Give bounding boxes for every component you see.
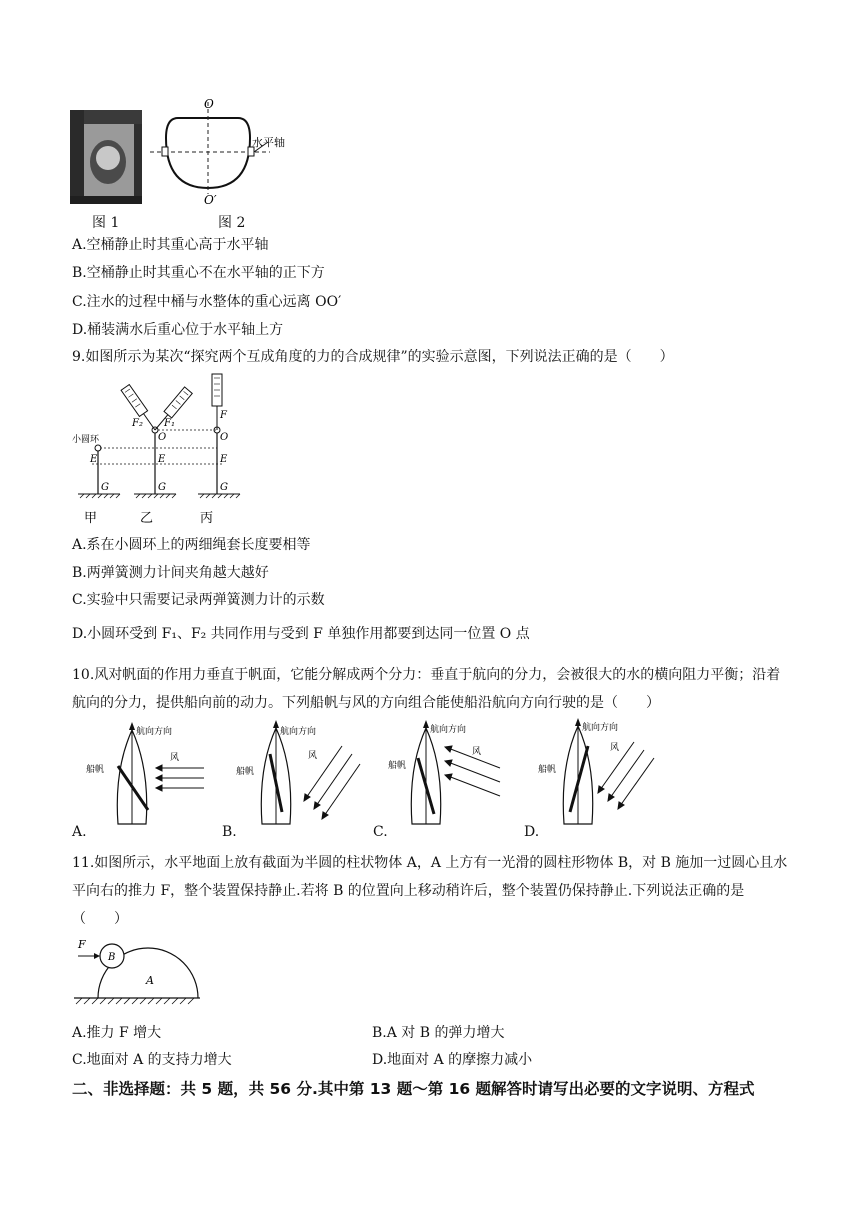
label-O-bing: O bbox=[220, 432, 229, 443]
q11-option-d: D.地面对 A 的摩擦力减小 bbox=[372, 1052, 533, 1068]
q10-figure-d bbox=[538, 716, 664, 830]
label-G-yi: G bbox=[158, 482, 166, 493]
wind-label-b: 风 bbox=[308, 751, 318, 761]
heading-label-a: 航向方向 bbox=[136, 727, 173, 737]
figure-1-caption: 图 1 bbox=[92, 215, 120, 231]
label-F1: F₁ bbox=[164, 418, 175, 429]
q10-option-a: A. bbox=[72, 824, 87, 840]
label-F: F bbox=[78, 938, 86, 951]
q10-option-d: D. bbox=[524, 824, 540, 840]
label-yi: 乙 bbox=[140, 511, 154, 526]
q10-figure-a bbox=[84, 720, 210, 830]
q11-option-a: A.推力 F 增大 bbox=[72, 1025, 162, 1041]
q10-option-b: B. bbox=[222, 824, 237, 840]
label-G-bing: G bbox=[220, 482, 228, 493]
wind-label-d: 风 bbox=[610, 743, 620, 753]
q9-option-c: C.实验中只需要记录两弹簧测力计的示数 bbox=[72, 592, 325, 608]
q8-option-a: A.空桶静止时其重心高于水平轴 bbox=[72, 237, 269, 253]
heading-label-b: 航向方向 bbox=[280, 727, 317, 737]
label-O-prime: O′ bbox=[204, 193, 217, 207]
figure-2-caption: 图 2 bbox=[218, 215, 246, 231]
label-E-yi: E bbox=[158, 454, 166, 465]
label-F2: F₂ bbox=[132, 418, 143, 429]
label-horizontal-axis: 水平轴 bbox=[252, 136, 285, 149]
q11-stem: 11.如图所示，水平地面上放有截面为半圆的柱状物体 A，A 上方有一光滑的圆柱形物体 B，对 B 施加一过圆心且水平向右的推力 F，整个装置保持静止.若将 B 的位置向上移动稍许后，整个装置仍保持静止.下列说法正确的是（ ） bbox=[72, 855, 788, 927]
sail-label-b: 船帆 bbox=[236, 767, 255, 777]
label-E-jia: E bbox=[90, 454, 98, 465]
heading-label-d: 航向方向 bbox=[582, 723, 619, 733]
q10-option-c: C. bbox=[373, 824, 388, 840]
label-bing: 丙 bbox=[200, 511, 214, 526]
section-2-heading: 二、非选择题：共 5 题，共 56 分.其中第 13 题～第 16 题解答时请写出必要的文字说明、方程式 bbox=[72, 1080, 755, 1098]
q9-option-a: A.系在小圆环上的两细绳套长度要相等 bbox=[72, 537, 311, 553]
label-O: O bbox=[204, 98, 214, 111]
label-O-yi: O bbox=[158, 432, 167, 443]
q8-option-d: D.桶装满水后重心位于水平轴上方 bbox=[72, 322, 284, 338]
label-B: B bbox=[108, 952, 116, 963]
q11-figure bbox=[72, 932, 202, 1008]
q8-option-c: C.注水的过程中桶与水整体的重心远离 OO′ bbox=[72, 294, 342, 310]
q9-stem: 9.如图所示为某次“探究两个互成角度的力的合成规律”的实验示意图，下列说法正确的是（ ） bbox=[72, 349, 674, 365]
figure-1-photo bbox=[70, 110, 142, 204]
q9-option-d: D.小圆环受到 F₁、F₂ 共同作用与受到 F 单独作用都要到达同一位置 O 点 bbox=[72, 626, 530, 642]
wind-label-c: 风 bbox=[472, 747, 482, 757]
label-jia: 甲 bbox=[84, 511, 98, 526]
heading-label-c: 航向方向 bbox=[430, 725, 467, 735]
sail-label-d: 船帆 bbox=[538, 765, 557, 775]
ring-label: 小圆环 bbox=[72, 435, 100, 445]
sail-label-c: 船帆 bbox=[388, 761, 407, 771]
wind-label-a: 风 bbox=[170, 753, 180, 763]
q9-figure bbox=[72, 370, 252, 528]
figure-2-bucket-diagram bbox=[150, 98, 300, 208]
q10-stem: 10.风对帆面的作用力垂直于帆面，它能分解成两个分力：垂直于航向的分力，会被很大的水的横向阻力平衡；沿着航向的分力，提供船向前的动力。下列船帆与风的方向组合能使船沿航向方向行驶的是（ ） bbox=[72, 667, 781, 711]
sail-label-a: 船帆 bbox=[86, 765, 105, 775]
q10-figure-b bbox=[236, 718, 362, 830]
label-G-jia: G bbox=[101, 482, 109, 493]
q10-figure-c bbox=[388, 718, 514, 830]
label-F: F bbox=[220, 410, 227, 421]
q11-option-c: C.地面对 A 的支持力增大 bbox=[72, 1052, 232, 1068]
label-E-bing: E bbox=[220, 454, 228, 465]
label-A: A bbox=[146, 974, 154, 987]
q8-option-b: B.空桶静止时其重心不在水平轴的正下方 bbox=[72, 265, 325, 281]
q9-option-b: B.两弹簧测力计间夹角越大越好 bbox=[72, 565, 269, 581]
q11-option-b: B.A 对 B 的弹力增大 bbox=[372, 1025, 505, 1041]
